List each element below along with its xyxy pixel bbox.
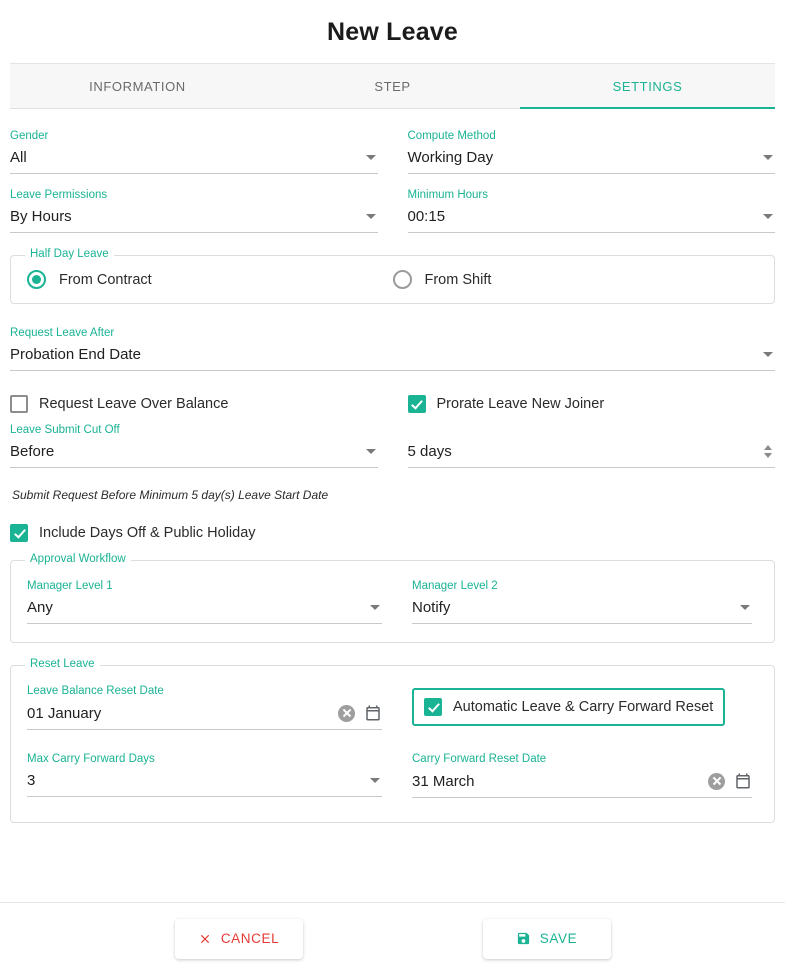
minimum-hours-label: Minimum Hours [407, 189, 489, 201]
radio-from-contract[interactable] [27, 270, 393, 289]
leave-balance-reset-date-field[interactable] [27, 684, 382, 734]
leave-permissions-field[interactable] [10, 188, 378, 237]
request-over-balance-checkbox[interactable] [10, 395, 378, 413]
prorate-new-joiner-label: Prorate Leave New Joiner [436, 396, 605, 412]
half-day-leave-legend: Half Day Leave [25, 248, 114, 260]
chevron-down-icon[interactable] [370, 605, 380, 610]
automatic-reset-label: Automatic Leave & Carry Forward Reset [453, 699, 714, 715]
chevron-down-icon[interactable] [763, 155, 773, 160]
clear-icon[interactable] [338, 705, 355, 722]
chevron-down-icon[interactable] [763, 214, 773, 219]
radio-unselected-icon[interactable] [393, 270, 412, 289]
carry-forward-reset-date-label: Carry Forward Reset Date [412, 753, 547, 765]
tab-information[interactable]: INFORMATION [89, 78, 186, 94]
stepper-up-icon[interactable] [764, 445, 772, 450]
reset-leave-group [10, 658, 775, 823]
page-title: New Leave [326, 18, 459, 46]
max-carry-forward-days-label: Max Carry Forward Days [27, 753, 155, 765]
row-cutoff [10, 413, 775, 472]
automatic-reset-highlight[interactable] [412, 688, 725, 726]
max-carry-forward-days-field[interactable] [27, 752, 382, 801]
max-carry-forward-days-value: 3 [27, 772, 36, 789]
stepper-down-icon[interactable] [764, 453, 772, 458]
reset-leave-legend: Reset Leave [25, 658, 100, 670]
manager-level-1-label: Manager Level 1 [27, 580, 113, 592]
row-gender-compute [10, 119, 775, 178]
request-over-balance-label: Request Leave Over Balance [39, 396, 229, 412]
cutoff-days-value: 5 days [407, 443, 452, 460]
gender-label: Gender [10, 130, 49, 142]
approval-workflow-group [10, 553, 775, 643]
carry-forward-reset-date-field[interactable] [412, 752, 752, 802]
row-reset-date-automatic [27, 680, 758, 734]
checkbox-checked-icon[interactable] [10, 524, 28, 542]
calendar-icon[interactable] [364, 704, 382, 722]
request-leave-after-value: Probation End Date [10, 346, 141, 363]
leave-submit-cutoff-field[interactable] [10, 423, 378, 472]
chevron-down-icon[interactable] [370, 778, 380, 783]
chevron-down-icon[interactable] [740, 605, 750, 610]
stepper-arrows-icon[interactable] [764, 445, 772, 458]
include-days-off-checkbox[interactable] [10, 524, 775, 542]
prorate-new-joiner-checkbox[interactable] [408, 395, 776, 413]
manager-level-2-label: Manager Level 2 [412, 580, 498, 592]
save-icon [516, 931, 531, 946]
leave-permissions-label: Leave Permissions [10, 189, 108, 201]
row-manager-levels [27, 575, 758, 628]
calendar-icon[interactable] [734, 772, 752, 790]
manager-level-2-field[interactable] [412, 579, 752, 628]
cutoff-days-stepper[interactable] [408, 441, 776, 472]
compute-method-label: Compute Method [407, 130, 496, 142]
settings-form [0, 109, 785, 823]
half-day-leave-group [10, 248, 775, 304]
leave-balance-reset-date-value: 01 January [27, 704, 102, 722]
leave-submit-cutoff-label: Leave Submit Cut Off [10, 424, 120, 436]
manager-level-1-value: Any [27, 599, 53, 616]
chevron-down-icon[interactable] [366, 449, 376, 454]
radio-from-shift-label: From Shift [424, 271, 492, 288]
compute-method-value: Working Day [407, 149, 494, 166]
chevron-down-icon[interactable] [366, 155, 376, 160]
half-day-leave-radios [27, 270, 758, 289]
carry-forward-reset-date-value: 31 March [412, 772, 475, 790]
leave-submit-cutoff-value: Before [10, 443, 55, 460]
compute-method-field[interactable] [408, 129, 776, 178]
tab-settings[interactable]: SETTINGS [520, 64, 775, 108]
radio-from-contract-label: From Contract [59, 271, 152, 288]
radio-selected-icon[interactable] [27, 270, 46, 289]
manager-level-1-field[interactable] [27, 579, 382, 628]
leave-balance-reset-date-label: Leave Balance Reset Date [27, 685, 164, 697]
minimum-hours-field[interactable] [408, 188, 776, 237]
row-permissions-hours [10, 178, 775, 237]
tab-step[interactable]: STEP [374, 78, 411, 94]
row-over-balance-prorate [10, 395, 775, 413]
cancel-button-label: CANCEL [220, 931, 280, 946]
minimum-hours-value: 00:15 [407, 208, 446, 225]
include-days-off-label: Include Days Off & Public Holiday [39, 525, 256, 541]
save-button-label: SAVE [539, 931, 578, 946]
checkbox-checked-icon[interactable] [408, 395, 426, 413]
checkbox-unchecked-icon[interactable] [10, 395, 28, 413]
row-carry-forward [27, 742, 758, 802]
save-button[interactable] [483, 919, 611, 959]
approval-workflow-legend: Approval Workflow [25, 553, 131, 565]
clear-icon[interactable] [708, 773, 725, 790]
request-leave-after-field[interactable] [10, 326, 775, 375]
automatic-reset-checkbox[interactable] [424, 698, 713, 716]
chevron-down-icon[interactable] [763, 352, 773, 357]
chevron-down-icon[interactable] [366, 214, 376, 219]
request-leave-after-label: Request Leave After [10, 327, 115, 339]
manager-level-2-value: Notify [412, 599, 451, 616]
dialog-footer [0, 902, 785, 974]
checkbox-checked-icon[interactable] [424, 698, 442, 716]
tab-bar [10, 63, 775, 109]
radio-from-shift[interactable] [393, 270, 759, 289]
gender-value: All [10, 149, 27, 166]
cutoff-note: Submit Request Before Minimum 5 day(s) Leave Start Date [12, 488, 329, 502]
gender-field[interactable] [10, 129, 378, 178]
close-icon [198, 932, 212, 946]
leave-permissions-value: By Hours [10, 208, 72, 225]
cancel-button[interactable] [175, 919, 303, 959]
